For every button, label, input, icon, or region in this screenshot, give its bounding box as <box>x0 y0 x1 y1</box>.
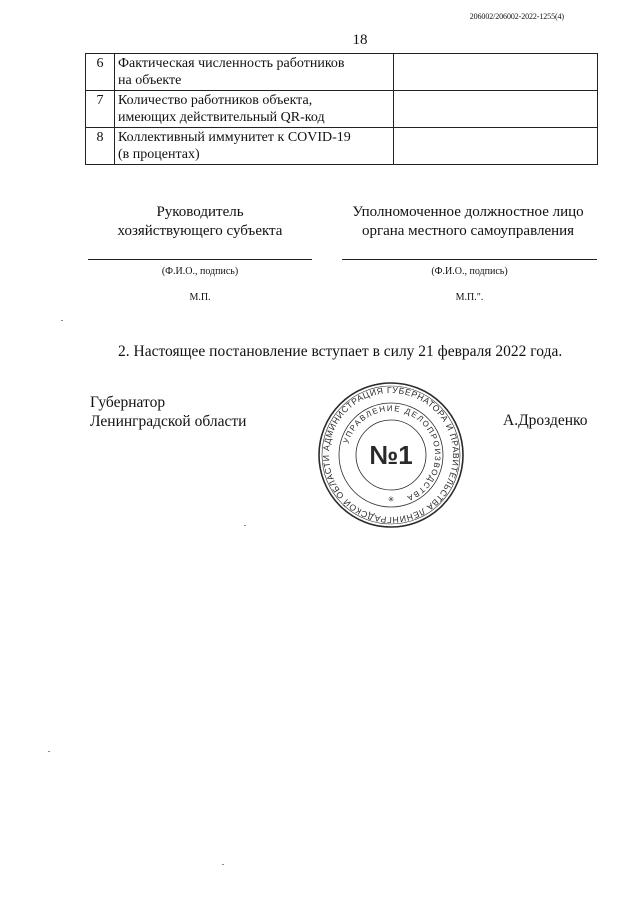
page-number: 18 <box>352 32 368 48</box>
governor-title <box>90 393 246 431</box>
table-row <box>86 128 598 165</box>
table-row <box>86 91 598 128</box>
governor-title-line: Губернатор <box>90 394 166 411</box>
right-signature-line <box>342 259 597 260</box>
governor-title-line: Ленинградской области <box>90 413 247 430</box>
data-table <box>85 53 598 165</box>
row-label-line: Количество работников объекта, <box>118 93 313 108</box>
effective-date-clause: 2. Настоящее постановление вступает в силу 21 февраля 2022 года. <box>118 343 563 360</box>
right-title-line: Уполномоченное должностное лицо <box>352 204 584 220</box>
table-row <box>86 54 598 91</box>
row-label <box>115 128 394 165</box>
left-signature-caption: (Ф.И.О., подпись) <box>161 266 239 277</box>
row-value <box>394 54 598 91</box>
left-stamp-place: М.П. <box>189 292 211 303</box>
left-signatory-title <box>90 203 310 241</box>
row-number: 7 <box>86 91 115 128</box>
left-title-line: хозяйствующего субъекта <box>117 223 283 239</box>
row-label <box>115 54 394 91</box>
right-title-line: органа местного самоуправления <box>361 223 575 239</box>
row-value <box>394 128 598 165</box>
governor-name: А.Дрозденко <box>503 412 588 429</box>
official-seal <box>316 380 466 530</box>
scan-speck <box>244 525 246 526</box>
left-title-line: Руководитель <box>156 204 244 220</box>
row-label-line: имеющих действительный QR-код <box>118 110 325 125</box>
row-value <box>394 91 598 128</box>
scan-speck <box>48 751 50 752</box>
right-signatory-title <box>338 203 598 241</box>
row-label-line: Фактическая численность работников <box>118 56 345 71</box>
seal-inner-text: УПРАВЛЕНИЕ ДЕЛОПРОИЗВОДСТВА <box>341 403 443 504</box>
row-label-line: Коллективный иммунитет к COVID-19 <box>118 130 351 145</box>
left-signature-line <box>88 259 312 260</box>
document-code: 206002/206002-2022-1255(4) <box>469 12 564 21</box>
row-number: 6 <box>86 54 115 91</box>
right-stamp-place: М.П.". <box>455 292 484 303</box>
seal-outer-text: АДМИНИСТРАЦИЯ ГУБЕРНАТОРА И ПРАВИТЕЛЬСТВА ЛЕНИНГРАДСКОЙ ОБЛАСТИ <box>320 384 462 526</box>
seal-number: №1 <box>369 440 413 470</box>
right-signature-caption: (Ф.И.О., подпись) <box>431 266 508 277</box>
row-label <box>115 91 394 128</box>
seal-star-icon: ✳ <box>387 495 395 504</box>
row-label-line: на объекте <box>118 73 182 88</box>
scan-speck <box>61 320 63 321</box>
row-label-line: (в процентах) <box>118 147 200 162</box>
row-number: 8 <box>86 128 115 165</box>
scan-speck <box>222 864 224 865</box>
